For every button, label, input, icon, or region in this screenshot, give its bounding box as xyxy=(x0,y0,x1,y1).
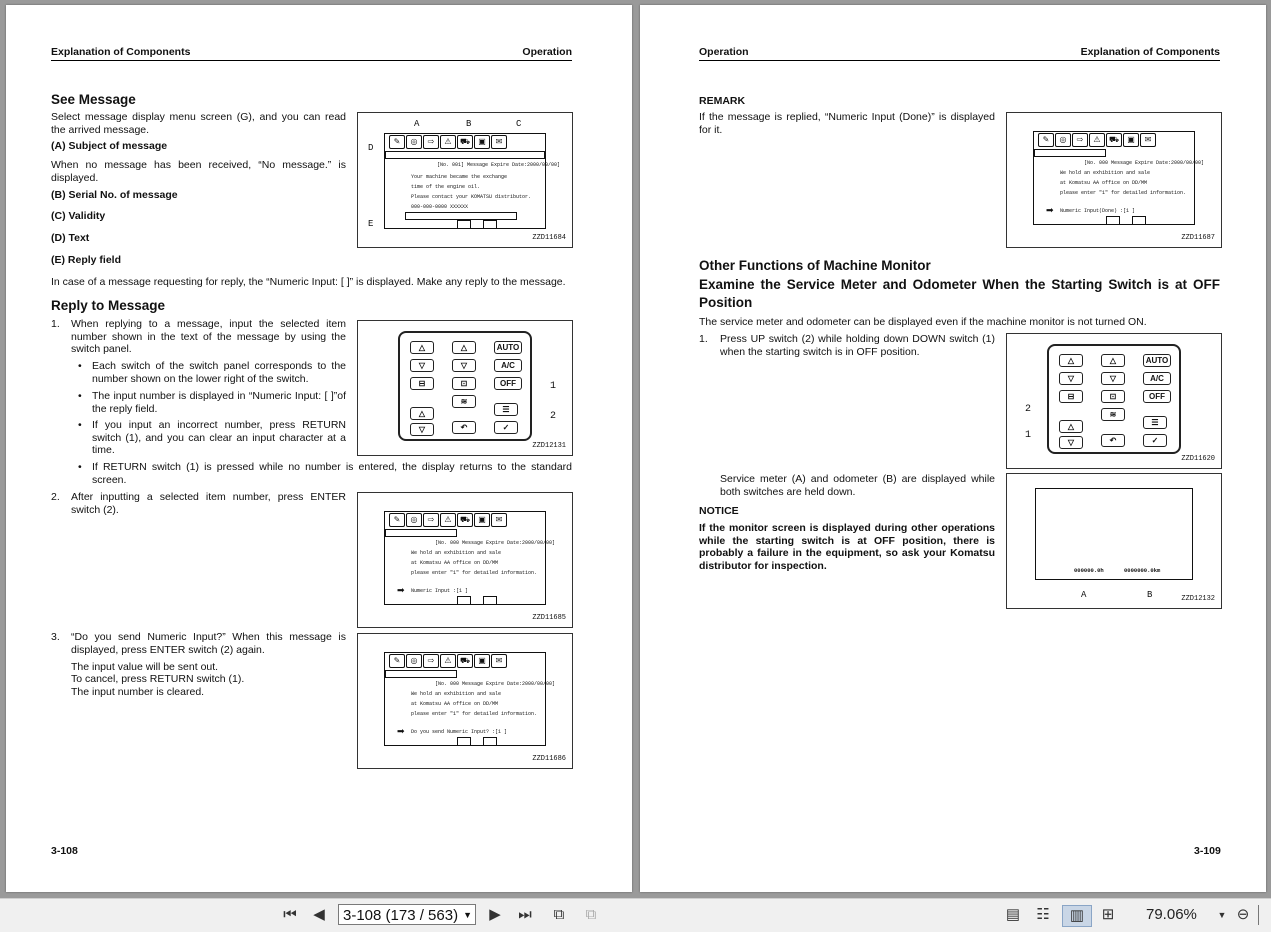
examine-text: The service meter and odometer can be displayed even if the machine monitor is not turned ON. xyxy=(699,316,1147,328)
label-a: A xyxy=(414,119,420,129)
screen-line: We hold an exhibition and sale xyxy=(1060,170,1151,176)
menu-icon-row xyxy=(385,653,545,668)
validity-title: (C) Validity xyxy=(51,210,106,222)
menu-key: ☰ xyxy=(1143,416,1167,429)
machine-icon: ⛟ xyxy=(457,654,473,668)
arrow-icon: ⇨ xyxy=(1072,133,1088,147)
other-functions-title: Other Functions of Machine Monitor xyxy=(699,258,931,273)
screen-line: at Komatsu AA office on DD/MM xyxy=(411,560,499,566)
pencil-icon: ✎ xyxy=(389,654,405,668)
screen-line: time of the engine oil. xyxy=(411,184,481,190)
continuous-page-icon[interactable]: ☷ xyxy=(1036,906,1050,923)
step-number: 1. xyxy=(699,333,708,345)
left-page xyxy=(6,5,632,892)
single-page-icon[interactable]: ▤ xyxy=(1005,906,1021,923)
send-confirm-line: Do you send Numeric Input? :[1 ] xyxy=(411,729,508,735)
reply-note: In case of a message requesting for reply, the “Numeric Input: [ ]” is displayed. Make any reply to the message. xyxy=(51,276,566,288)
header-left: Explanation of Components xyxy=(51,46,191,58)
page-select[interactable] xyxy=(338,904,476,925)
facing-pages-icon[interactable]: ▥ xyxy=(1062,905,1092,927)
service-meter-figure xyxy=(1006,473,1222,609)
return-icon xyxy=(457,596,471,605)
pointer-arrow-icon: ➡ xyxy=(1046,206,1054,216)
up-key: △ xyxy=(1101,354,1125,367)
prev-page-icon[interactable]: ◀ xyxy=(313,906,325,923)
up-key: △ xyxy=(1059,354,1083,367)
screen-line: We hold an exhibition and sale xyxy=(411,550,502,556)
auto-key: AUTO xyxy=(494,341,522,354)
label-a: A xyxy=(1081,590,1087,600)
step-1: When replying to a message, input the selected item number shown in the text of the message by using the switch panel. xyxy=(71,318,346,356)
notice-title: NOTICE xyxy=(699,505,739,517)
ac-key: A/C xyxy=(494,359,522,372)
callout-1: 1 xyxy=(1025,430,1032,441)
warning-icon: ⚠ xyxy=(440,654,456,668)
ac-key: A/C xyxy=(1143,372,1171,385)
back-view-icon[interactable]: ⧉ xyxy=(553,906,565,923)
service-text: Service meter (A) and odometer (B) are displayed while both switches are held down. xyxy=(720,473,995,498)
header-right: Explanation of Components xyxy=(1080,46,1220,58)
pencil-icon: ✎ xyxy=(389,513,405,527)
step-1: Press UP switch (2) while holding down DOWN switch (1) when the starting switch is in OFF position. xyxy=(720,333,995,358)
message-bar xyxy=(385,529,457,537)
warning-icon: ⚠ xyxy=(440,135,456,149)
message-bar xyxy=(385,670,457,678)
menu-icon-row xyxy=(1034,132,1194,147)
screen-line: at Komatsu AA office on DD/MM xyxy=(1060,180,1148,186)
auto-key: AUTO xyxy=(1143,354,1171,367)
monitor-screen xyxy=(384,652,556,746)
warning-icon: ⚠ xyxy=(1089,133,1105,147)
down-key: ▽ xyxy=(1059,436,1083,449)
subject-title: (A) Subject of message xyxy=(51,140,168,152)
page-header xyxy=(51,44,572,61)
up-down-switch-figure xyxy=(1006,333,1222,469)
return-icon xyxy=(457,737,471,746)
zoom-dropdown-icon[interactable]: ▼ xyxy=(1217,910,1227,920)
bullet-2: The input number is displayed in “Numeric Input: [ ]”of the reply field. xyxy=(92,390,346,415)
bullet-1: Each switch of the switch panel corresponds to the number shown on the lower right of the switch. xyxy=(92,360,346,385)
arrow-icon: ⇨ xyxy=(423,513,439,527)
off-key: OFF xyxy=(1143,390,1171,403)
mail-icon: ✉ xyxy=(491,654,507,668)
up-key: △ xyxy=(1059,420,1083,433)
switch-panel-figure xyxy=(357,320,573,456)
service-meter-value: 000000.0h xyxy=(1074,567,1104,574)
screen-line: [No. 000 Message Expire Date:2000/00/00] xyxy=(1084,160,1205,166)
screen-line: We hold an exhibition and sale xyxy=(411,691,502,697)
arrow-icon: ⇨ xyxy=(423,135,439,149)
message-screen-figure xyxy=(357,112,573,248)
chevron-down-icon[interactable]: ▼ xyxy=(463,910,472,920)
up-key: △ xyxy=(410,407,434,420)
forward-view-icon[interactable]: ⧉ xyxy=(585,906,597,923)
enter-icon xyxy=(483,596,497,605)
examine-title: Examine the Service Meter and Odometer When the Starting Switch is at OFF Position xyxy=(699,277,1220,310)
step-3: “Do you send Numeric Input?” When this message is displayed, press ENTER switch (2) again. xyxy=(71,631,346,656)
enter-key: ✓ xyxy=(1143,434,1167,447)
fan-key: ⊟ xyxy=(1059,390,1083,403)
callout-2: 2 xyxy=(550,411,557,422)
return-key: ↶ xyxy=(1101,434,1125,447)
menu-icon-row xyxy=(385,134,545,149)
machine-icon: ⛟ xyxy=(1106,133,1122,147)
send-confirm-figure xyxy=(357,633,573,769)
see-message-title: See Message xyxy=(51,92,136,107)
switch-panel xyxy=(398,331,532,441)
pencil-icon: ✎ xyxy=(389,135,405,149)
mail-icon: ✉ xyxy=(491,135,507,149)
screen-line: please enter "1" for detailed information. xyxy=(1060,190,1187,196)
numeric-input-figure xyxy=(357,492,573,628)
monitor-screen xyxy=(384,511,556,605)
bullet: • xyxy=(78,390,82,402)
numeric-done-line: Numeric Input(Done) :[1 ] xyxy=(1060,208,1136,214)
zoom-slider[interactable] xyxy=(1258,905,1271,925)
vent-key: ⊡ xyxy=(452,377,476,390)
up-key: △ xyxy=(410,341,434,354)
fan-key: ⊟ xyxy=(410,377,434,390)
enter-key: ✓ xyxy=(494,421,518,434)
figure-code: ZZD11684 xyxy=(532,234,566,242)
figure-code: ZZD11620 xyxy=(1181,455,1215,463)
page-header xyxy=(699,44,1220,61)
up-key: △ xyxy=(452,341,476,354)
label-b: B xyxy=(1147,590,1153,600)
step-number: 1. xyxy=(51,318,60,330)
screen-line: please enter "1" for detailed information. xyxy=(411,711,538,717)
menu-icon-row xyxy=(385,512,545,527)
spiral-icon: ◎ xyxy=(406,654,422,668)
label-c: C xyxy=(516,119,522,129)
card-icon: ▣ xyxy=(1123,133,1139,147)
reply-title: Reply to Message xyxy=(51,298,166,313)
machine-icon: ⛟ xyxy=(457,135,473,149)
odometer-value: 0000000.0km xyxy=(1124,567,1161,574)
spiral-icon: ◎ xyxy=(406,135,422,149)
figure-code: ZZD11686 xyxy=(532,755,566,763)
remark-title: REMARK xyxy=(699,95,746,107)
enter-icon xyxy=(483,737,497,746)
card-icon: ▣ xyxy=(474,513,490,527)
screen-line: 000-000-0000 XXXXXX xyxy=(411,204,469,210)
step-2: After inputting a selected item number, press ENTER switch (2). xyxy=(71,491,346,516)
numeric-input-line: Numeric Input :[1 ] xyxy=(411,588,469,594)
monitor-screen xyxy=(1035,488,1193,580)
reply-field-title: (E) Reply field xyxy=(51,254,122,266)
figure-code: ZZD12131 xyxy=(532,442,566,450)
down-key: ▽ xyxy=(410,359,434,372)
bullet: • xyxy=(78,360,82,372)
return-icon xyxy=(1106,216,1120,225)
step-number: 2. xyxy=(51,491,60,503)
defrost-key: ≋ xyxy=(1101,408,1125,421)
warning-icon: ⚠ xyxy=(440,513,456,527)
first-page-icon[interactable]: ⏮ xyxy=(283,906,297,923)
machine-icon: ⛟ xyxy=(457,513,473,527)
subject-text: When no message has been received, “No message.” is displayed. xyxy=(51,159,346,184)
remark-text: If the message is replied, “Numeric Input (Done)” is displayed for it. xyxy=(699,111,995,136)
serial-title: (B) Serial No. of message xyxy=(51,189,178,201)
down-key: ▽ xyxy=(1059,372,1083,385)
screen-line: at Komatsu AA office on DD/MM xyxy=(411,701,499,707)
callout-1: 1 xyxy=(550,381,557,392)
numeric-done-figure xyxy=(1006,112,1222,248)
label-b: B xyxy=(466,119,472,129)
mail-icon: ✉ xyxy=(491,513,507,527)
step-3-line: To cancel, press RETURN switch (1). xyxy=(71,673,245,685)
enter-icon xyxy=(483,220,497,229)
viewer-toolbar xyxy=(0,898,1271,932)
step-3-line: The input number is cleared. xyxy=(71,686,205,698)
label-d: D xyxy=(368,143,374,153)
return-icon xyxy=(457,220,471,229)
screen-line: Your machine became the exchange xyxy=(411,174,508,180)
message-bar xyxy=(1034,149,1106,157)
defrost-key: ≋ xyxy=(452,395,476,408)
reply-bar xyxy=(405,212,517,220)
figure-code: ZZD12132 xyxy=(1181,595,1215,603)
header-left: Operation xyxy=(699,46,749,58)
pencil-icon: ✎ xyxy=(1038,133,1054,147)
enter-icon xyxy=(1132,216,1146,225)
screen-line: [No. 000 Message Expire Date:2000/00/00] xyxy=(435,681,556,687)
figure-code: ZZD11687 xyxy=(1181,234,1215,242)
screen-line: Please contact your KOMATSU distributor. xyxy=(411,194,532,200)
down-key: ▽ xyxy=(452,359,476,372)
bullet: • xyxy=(78,419,82,431)
last-page-icon[interactable]: ⏭ xyxy=(518,906,532,923)
bullet: • xyxy=(78,461,82,473)
zoom-level[interactable]: 79.06% xyxy=(1146,906,1197,923)
mail-icon: ✉ xyxy=(1140,133,1156,147)
off-key: OFF xyxy=(494,377,522,390)
pointer-arrow-icon: ➡ xyxy=(397,727,405,737)
callout-2: 2 xyxy=(1025,404,1032,415)
vent-key: ⊡ xyxy=(1101,390,1125,403)
continuous-facing-icon[interactable]: ⊞ xyxy=(1101,906,1115,923)
monitor-screen xyxy=(1033,131,1205,225)
step-3-line: The input value will be sent out. xyxy=(71,661,219,673)
down-key: ▽ xyxy=(1101,372,1125,385)
monitor-screen xyxy=(384,133,561,229)
down-key: ▽ xyxy=(410,423,434,436)
return-key: ↶ xyxy=(452,421,476,434)
spiral-icon: ◎ xyxy=(406,513,422,527)
arrow-icon: ⇨ xyxy=(423,654,439,668)
card-icon: ▣ xyxy=(474,654,490,668)
label-e: E xyxy=(368,219,374,229)
step-number: 3. xyxy=(51,631,60,643)
pointer-arrow-icon: ➡ xyxy=(397,586,405,596)
switch-panel xyxy=(1047,344,1181,454)
card-icon: ▣ xyxy=(474,135,490,149)
screen-line: please enter "1" for detailed information. xyxy=(411,570,538,576)
text-title: (D) Text xyxy=(51,232,90,244)
page-select-value: 3-108 (173 / 563) xyxy=(343,907,459,924)
spiral-icon: ◎ xyxy=(1055,133,1071,147)
notice-text: If the monitor screen is displayed during other operations while the starting switch is at OFF position, there is probably a failure in the equipment, so ask your Komatsu distributor for inspection. xyxy=(699,522,995,572)
figure-code: ZZD11685 xyxy=(532,614,566,622)
header-right: Operation xyxy=(522,46,572,58)
page-number: 3-108 xyxy=(51,845,78,857)
message-bar xyxy=(385,151,545,159)
next-page-icon[interactable]: ▶ xyxy=(489,906,501,923)
screen-line: [No. 000 Message Expire Date:2000/00/00] xyxy=(435,540,556,546)
see-message-intro: Select message display menu screen (G), and you can read the arrived message. xyxy=(51,111,346,136)
menu-key: ☰ xyxy=(494,403,518,416)
bullet-3: If you input an incorrect number, press RETURN switch (1), and you can clear an input character at a time. xyxy=(92,419,346,457)
right-page xyxy=(640,5,1266,892)
zoom-out-icon[interactable]: ⊖ xyxy=(1236,906,1250,923)
bullet-4: If RETURN switch (1) is pressed while no number is entered, the display returns to the standard screen. xyxy=(92,461,572,486)
page-number: 3-109 xyxy=(1194,845,1221,857)
screen-line: [No. 001] Message Expire Date:2000/00/00] xyxy=(437,162,561,168)
